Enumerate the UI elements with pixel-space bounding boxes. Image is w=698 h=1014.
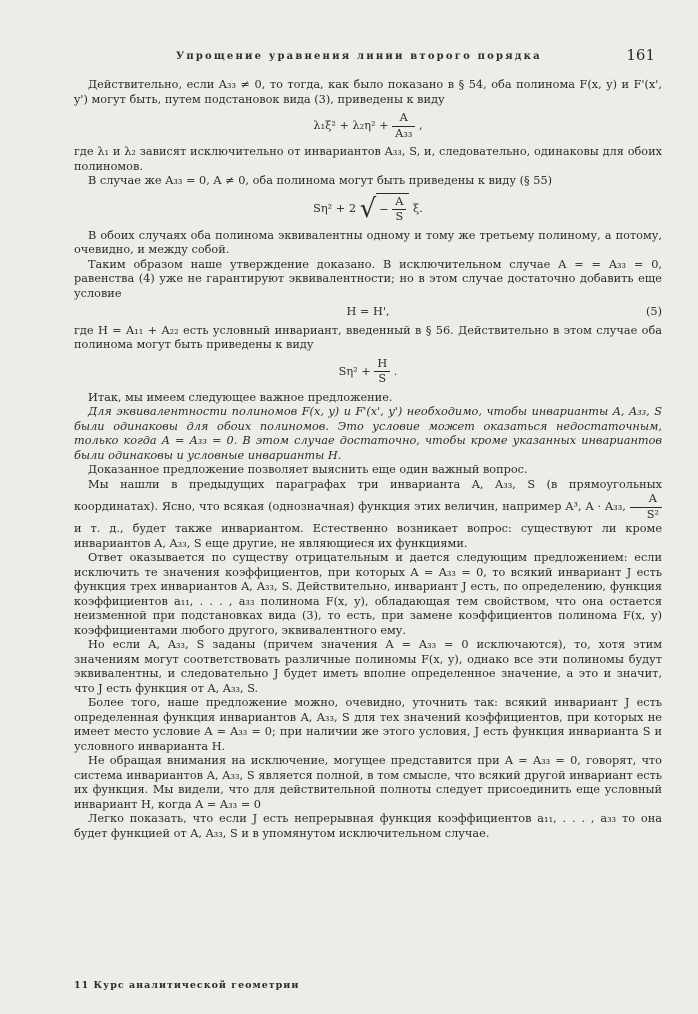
square-root xyxy=(360,193,410,225)
fraction xyxy=(630,492,662,522)
fraction-denominator: S xyxy=(378,372,387,385)
formula-condition-5 xyxy=(74,305,662,320)
paragraph: Доказанное предложение позволяет выяснить еще один важный вопрос. xyxy=(88,463,528,476)
paragraph: Но если A, A₃₃, S заданы (причем значения A = A₃₃ = 0 исключаются), то, хотя этим значениям могут соответствовать различные полиномы F(x, y), однако все эти полиномы будут эквивалентны, и следовательно J будет иметь вполне определенное значение, а это и значит, что J есть функция от A, A₃₃, S. xyxy=(74,638,662,695)
fraction xyxy=(392,111,415,141)
paragraph: Более того, наше предложение можно, очевидно, уточнить так: всякий инвариант J есть определенная функция инвариантов A, A₃₃, S для тех значений коэффициентов, при которых не имеет место условие A = A₃₃ = 0; при наличии же этого условия, J есть функция инварианта S и условного инварианта H. xyxy=(74,696,662,753)
paragraph: Легко показать, что если J есть непрерывная функция коэффициентов a₁₁, . . . , a₃₃ то она будет функцией от A, A₃₃, S и в упомянутом исключительном случае. xyxy=(74,812,662,840)
paragraph: где H = A₁₁ + A₂₂ есть условный инвариант, введенный в § 56. Действительно в этом случае оба полинома могут быть приведены к виду xyxy=(74,323,662,351)
equation-number: (5) xyxy=(645,305,662,318)
running-title: Упрощение уравнения линии второго порядка xyxy=(176,51,542,62)
formula-part: H = H', xyxy=(346,305,390,318)
formula-part: ξ. xyxy=(413,201,423,215)
fraction xyxy=(374,357,390,387)
fraction-denominator: S² xyxy=(646,507,659,521)
signature-mark: 11 Курс аналитической геометрии xyxy=(74,980,300,991)
paragraph xyxy=(74,478,662,552)
paragraph: где λ₁ и λ₂ зависят исключительно от инвариантов A₃₃, S, и, следовательно, одинаковы для обоих полиномов. xyxy=(74,145,662,173)
fraction-denominator: A₃₃ xyxy=(395,126,413,140)
fraction-denominator: S xyxy=(395,210,404,223)
fraction xyxy=(392,195,406,225)
fraction-numerator: A xyxy=(392,195,406,211)
page-number: 161 xyxy=(626,46,655,64)
paragraph: В случае же A₃₃ = 0, A ≠ 0, оба полинома могут быть приведены к виду (§ 55) xyxy=(88,174,553,187)
fraction-numerator: A xyxy=(392,111,415,127)
fraction-numerator: H xyxy=(374,357,390,373)
radicand xyxy=(376,193,409,225)
page-header xyxy=(76,45,661,69)
text-run: и т. д., будет также инвариантом. Естественно возникает вопрос: существуют ли кроме инвариантов A, A₃₃, S еще другие, не являющиеся их функциями. xyxy=(74,522,662,550)
paragraph: Итак, мы имеем следующее важное предложение. xyxy=(88,390,393,404)
formula-part: λ₁ξ² + λ₂η² + xyxy=(313,119,389,132)
paragraph: Не обращая внимания на исключение, могущее представится при A = A₃₃ = 0, говорят, что система инвариантов A, A₃₃, S является полной, в том смысле, что всякий другой инвариант есть их функция. Мы видели, что для действительной полноты следует присоединить еще условный инвариант H, когда A = A₃₃ = 0 xyxy=(74,754,662,811)
formula-canonical-form-1 xyxy=(74,111,662,141)
formula-part: − xyxy=(379,202,389,216)
formula-canonical-form-2 xyxy=(74,193,662,225)
paragraph: В обоих случаях оба полинома эквивалентны одному и тому же третьему полиному, а потому, очевидно, и между собой. xyxy=(74,228,662,256)
radical-sign-icon: √ xyxy=(359,193,377,224)
paragraph: Действительно, если A₃₃ ≠ 0, то тогда, как было показано в § 54, оба полинома F(x, y) и F'(x', y') могут быть, путем подстановок вида (3), приведены к виду xyxy=(74,78,662,106)
paragraph: Ответ оказывается по существу отрицательным и дается следующим предложением: если исключить те значения коэффициентов, при которых A = A₃₃ = 0, то всякий инвариант J есть функция трех инвариантов A, A₃₃, S. Действительно, инвариант J есть, по определению, функция коэффициентов a₁₁, . . . , a₃₃ полинома F(x, y), обладающая тем свойством, что она остается неизменной при подстановках вида (3), то есть, при замене коэффициентов полинома F(x, y) коэффициентами любого другого, эквивалентного ему. xyxy=(74,551,662,637)
formula-part: Sη² + xyxy=(338,364,371,378)
paragraph: Таким образом наше утверждение доказано. В исключительном случае A = = A₃₃ = 0, равенства (4) уже не гарантируют эквивалентности; но в этом случае достаточно добавить еще условие xyxy=(74,257,662,300)
theorem-statement: Для эквивалентности полиномов F(x, y) и F'(x', y') необходимо, чтобы инварианты A, A₃₃, S были одинаковы для обоих полиномов. Это условие может оказаться недостаточным, только когда A = A₃₃ = 0. В этом случае достаточно, чтобы кроме указанных инвариантов были одинаковы и условные инварианты H. xyxy=(74,405,662,462)
text-run: Мы нашли в предыдущих параграфах три инварианта A, A₃₃, S (в прямоугольных координатах). Ясно, что всякая (однозначная) функция этих величин, например A³, A · A₃₃, xyxy=(74,477,662,513)
fraction-numerator: A xyxy=(630,492,662,508)
formula-part: . xyxy=(393,364,398,378)
page-body xyxy=(74,78,662,841)
formula-part: , xyxy=(418,119,423,132)
formula-canonical-form-3 xyxy=(74,357,662,387)
formula-part: Sη² + 2 xyxy=(313,201,357,215)
